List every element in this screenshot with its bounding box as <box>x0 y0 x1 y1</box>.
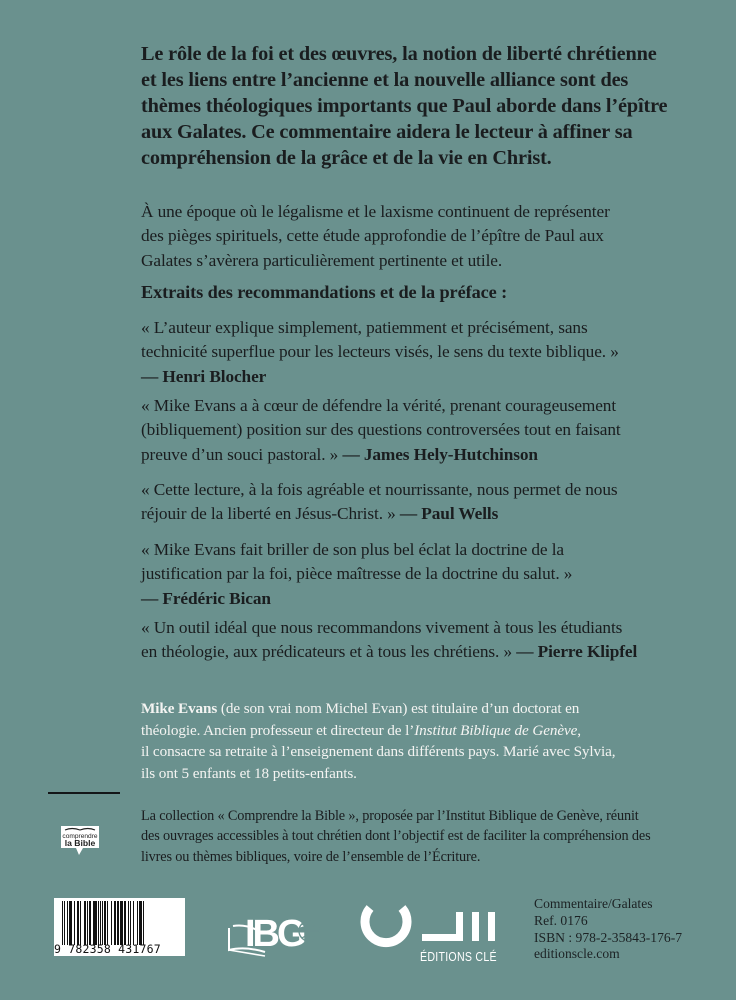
intro-line: et les liens entre l’ancienne et la nouvelle alliance sont des <box>141 69 629 91</box>
quote-bican <box>141 538 721 611</box>
description-line: des pièges spirituels, cette étude approfondie de l’épître de Paul aux <box>141 226 604 246</box>
svg-text:la Bible: la Bible <box>64 838 96 848</box>
comprendre-la-bible-logo <box>59 824 101 856</box>
publisher-website[interactable]: editionscle.com <box>534 946 620 962</box>
intro-line: thèmes théologiques importants que Paul aborde dans l’épître <box>141 95 668 117</box>
bio-line <box>141 720 721 742</box>
section-divider <box>48 792 120 794</box>
quote-line: « Mike Evans fait briller de son plus bel éclat la doctrine de la <box>141 540 564 559</box>
quote-blocher <box>141 316 721 389</box>
svg-text:comprendre: comprendre <box>62 833 98 840</box>
svg-text:IBG: IBG <box>245 913 304 955</box>
intro-line: Le rôle de la foi et des œuvres, la notion de liberté chrétienne <box>141 43 657 65</box>
quote-hely-hutchinson <box>141 394 721 467</box>
bio-line: ils ont 5 enfants et 18 petits-enfants. <box>141 764 357 782</box>
ibg-book-globe-icon <box>225 902 325 958</box>
quote-line <box>141 640 721 664</box>
intro-line: compréhension de la grâce et de la vie en Christ. <box>141 147 552 169</box>
quote-author: — Paul Wells <box>399 504 499 524</box>
description-paragraph <box>141 200 721 273</box>
quote-text: réjouir de la liberté en Jésus-Christ. » <box>141 504 400 524</box>
book-speech-icon <box>59 824 101 858</box>
bio-text: (de son vrai nom Michel Evan) est titulaire d’un doctorat en <box>217 700 580 717</box>
description-line: À une époque où le légalisme et le laxisme continuent de représenter <box>141 202 610 221</box>
institute-name: Institut Biblique de Genève <box>414 721 578 739</box>
barcode-bars <box>62 901 179 945</box>
book-category: Commentaire/Galates <box>534 896 653 911</box>
book-meta <box>534 896 682 963</box>
editions-cle-text: ÉDITIONS CLÉ <box>420 950 497 964</box>
author-bio <box>141 698 721 784</box>
collection-line: livres ou thèmes bibliques, voire de l’ensemble de l’Écriture. <box>141 848 481 865</box>
quote-line: « Cette lecture, à la fois agréable et nourrissante, nous permet de nous <box>141 480 618 499</box>
quote-author: — James Hely-Hutchinson <box>342 444 538 464</box>
intro-line: aux Galates. Ce commentaire aidera le lecteur à affiner sa <box>141 121 633 143</box>
quote-author: — Frédéric Bican <box>141 588 271 608</box>
quote-line <box>141 443 721 467</box>
quote-line: technicité superflue pour les lecteurs visés, le sens du texte biblique. » <box>141 342 619 362</box>
quote-line <box>141 502 721 526</box>
book-ref: Ref. 0176 <box>534 912 588 928</box>
editions-cle-logo <box>360 900 510 972</box>
quote-klipfel <box>141 616 721 665</box>
bio-text: théologie. Ancien professeur et directeur de l’ <box>141 721 415 739</box>
author-name: Mike Evans <box>141 700 218 717</box>
isbn-barcode <box>54 898 185 956</box>
ibg-logo <box>225 902 325 958</box>
quote-line: « L’auteur explique simplement, patiemment et précisément, sans <box>141 318 588 337</box>
quote-text: preuve d’un souci pastoral. » <box>141 444 343 464</box>
quote-line: justification par la foi, pièce maîtresse de la doctrine du salut. » <box>141 564 573 584</box>
book-isbn: ISBN : 978-2-35843-176-7 <box>534 929 683 945</box>
excerpts-heading: Extraits des recommandations et de la préface : <box>141 282 508 302</box>
quote-line: « Mike Evans a à cœur de défendre la vérité, prenant courageusement <box>141 396 617 415</box>
collection-line: des ouvrages accessibles à tout chrétien dont l’objectif est de faciliter la compréhension des <box>141 828 651 845</box>
quote-line: « Un outil idéal que nous recommandons vivement à tous les étudiants <box>141 618 623 637</box>
editions-cle-mark-icon <box>360 900 510 950</box>
bio-line: il consacre sa retraite à l’enseignement dans différents pays. Marié avec Sylvia, <box>141 743 616 760</box>
quote-text: en théologie, aux prédicateurs et à tous les chrétiens. » <box>141 642 517 662</box>
quote-wells <box>141 478 721 527</box>
collection-line: La collection « Comprendre la Bible », proposée par l’Institut Biblique de Genève, réunit <box>141 808 639 824</box>
intro-paragraph <box>141 41 721 171</box>
bio-line <box>141 698 721 720</box>
quote-author: — Henri Blocher <box>141 366 267 386</box>
description-line: Galates s’avèrera particulièrement pertinente et utile. <box>141 250 503 270</box>
quote-author: — Pierre Klipfel <box>516 642 638 662</box>
quote-line: (bibliquement) position sur des questions controversées tout en faisant <box>141 420 621 440</box>
collection-description <box>141 806 721 867</box>
barcode-digits: 9 782358 431767 <box>54 942 161 956</box>
bio-text: , <box>577 721 581 739</box>
